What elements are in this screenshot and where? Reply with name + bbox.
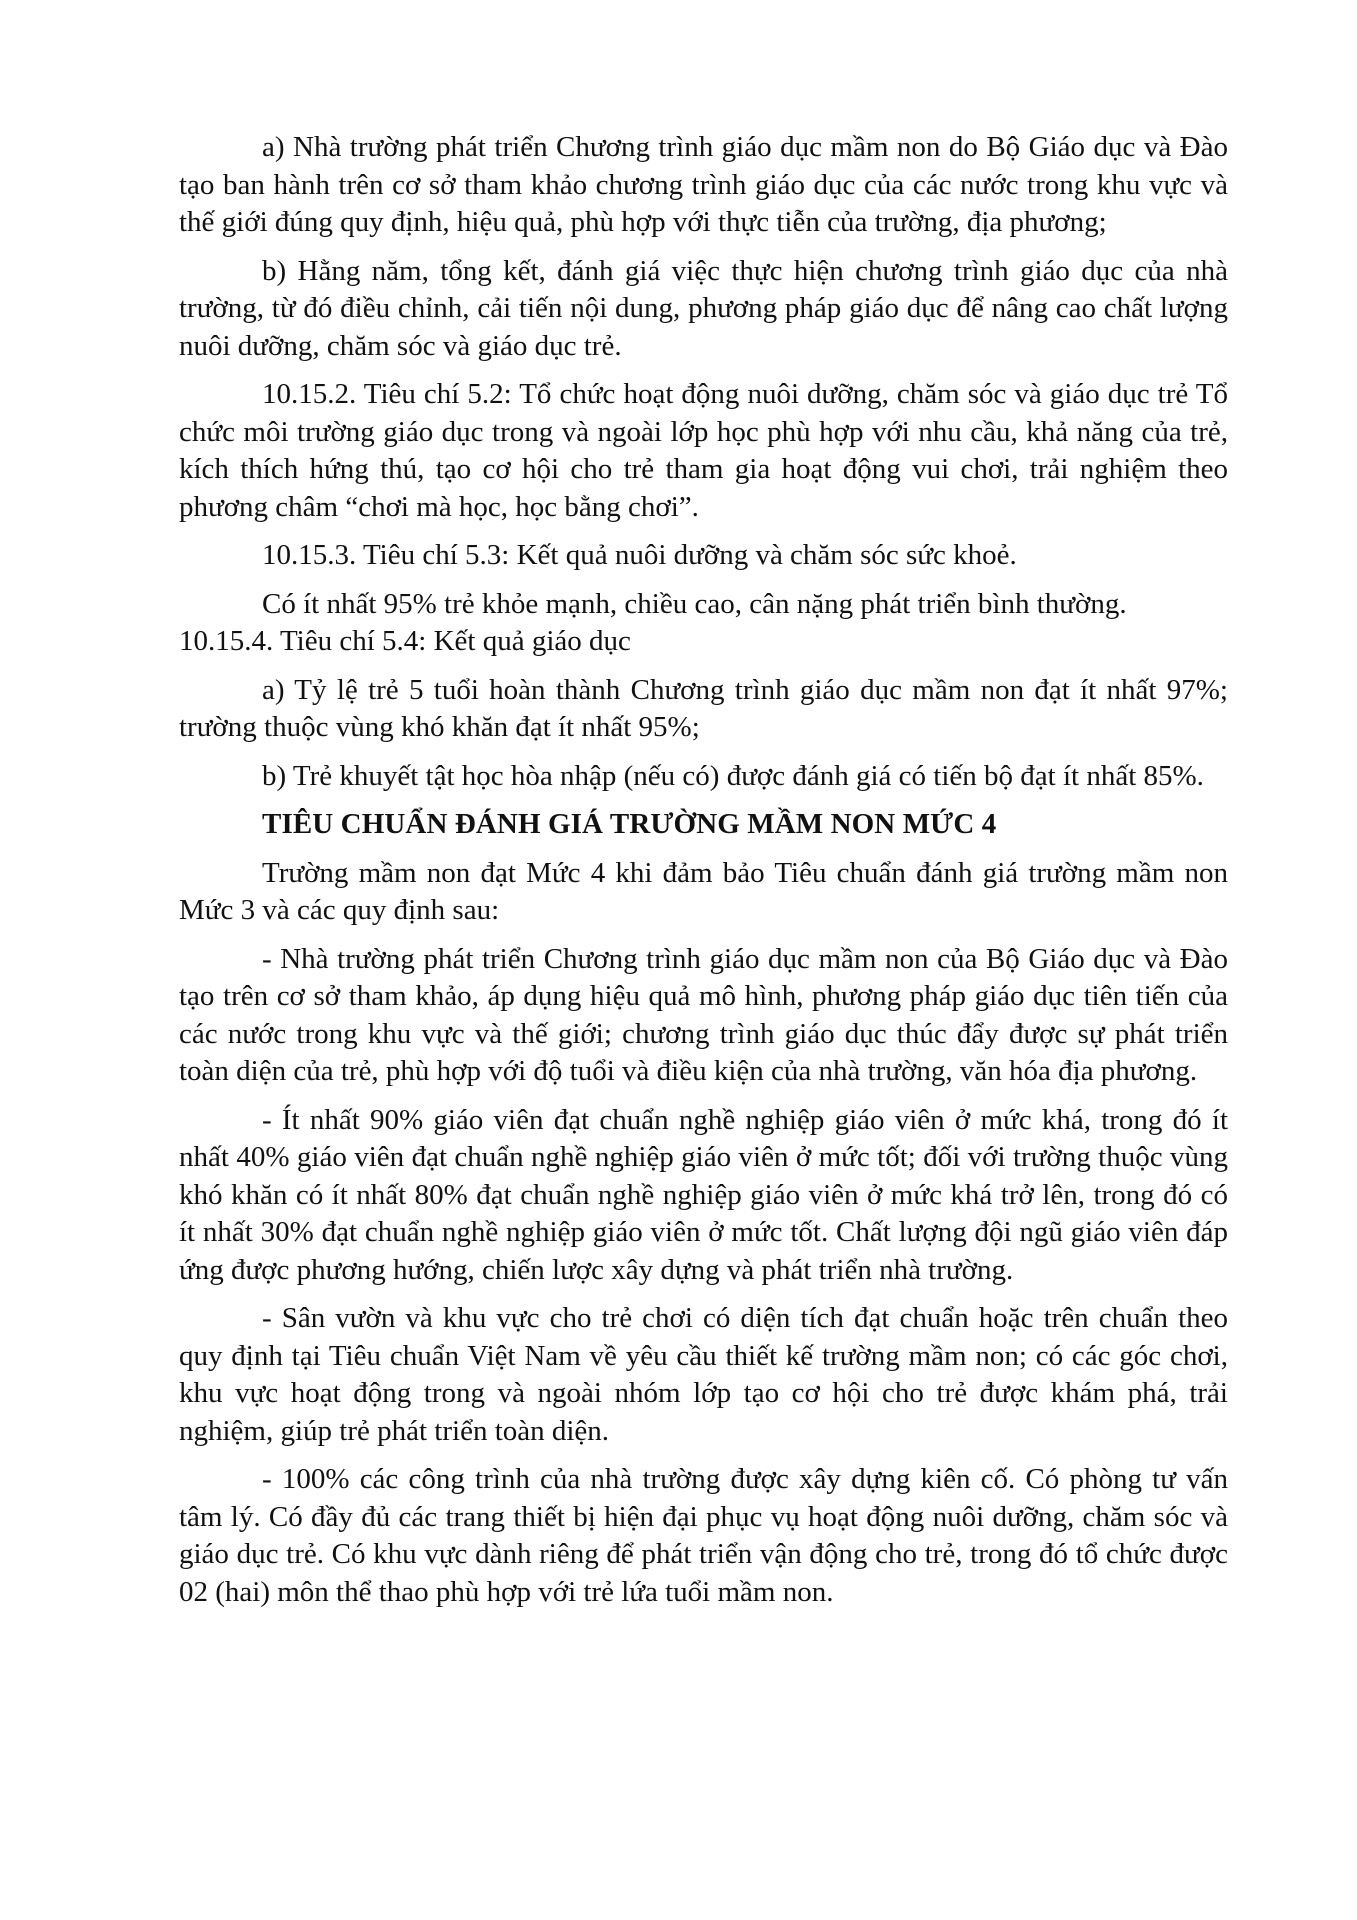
paragraph-criterion-5-3: 10.15.3. Tiêu chí 5.3: Kết quả nuôi dưỡng và chăm sóc sức khoẻ. <box>262 539 1017 571</box>
paragraph-criterion-5-4: 10.15.4. Tiêu chí 5.4: Kết quả giáo dục <box>179 625 631 657</box>
paragraph-health-results: Có ít nhất 95% trẻ khỏe mạnh, chiều cao, cân nặng phát triển bình thường. <box>262 587 1127 620</box>
paragraph-criterion-5-4-b: b) Trẻ khuyết tật học hòa nhập (nếu có) được đánh giá có tiến bộ đạt ít nhất 85%. <box>262 759 1204 792</box>
paragraph-criterion-5-2: 10.15.2. Tiêu chí 5.2: Tổ chức hoạt động nuôi dưỡng, chăm sóc và giáo dục trẻ Tổ chức môi trường giáo dục trong và ngoài lớp học phù hợp với nhu cầu, khả năng của trẻ, kích thích hứng thú, tạo cơ hội cho trẻ tham gia hoạt động vui chơi, trải nghiệm theo phương châm “chơi mà học, học bằng chơi”. <box>179 378 1228 523</box>
section-heading-level-4: TIÊU CHUẨN ĐÁNH GIÁ TRƯỜNG MẦM NON MỨC 4 <box>262 808 997 840</box>
paragraph-criterion-5-4-a: a) Tỷ lệ trẻ 5 tuổi hoàn thành Chương trình giáo dục mầm non đạt ít nhất 97%; trường thuộc vùng khó khăn đạt ít nhất 95%; <box>179 673 1228 743</box>
paragraph-level-4-curriculum: - Nhà trường phát triển Chương trình giáo dục mầm non của Bộ Giáo dục và Đào tạo trên cơ sở tham khảo, áp dụng hiệu quả mô hình, phương pháp giáo dục tiên tiến của các nước trong khu vực và thế giới; chương trình giáo dục thúc đẩy được sự phát triển toàn diện của trẻ, phù hợp với độ tuổi và điều kiện của nhà trường, văn hóa địa phương. <box>179 942 1228 1087</box>
paragraph-criterion-5-1-b: b) Hằng năm, tổng kết, đánh giá việc thực hiện chương trình giáo dục của nhà trường, từ đó điều chỉnh, cải tiến nội dung, phương pháp giáo dục để nâng cao chất lượng nuôi dưỡng, chăm sóc và giáo dục trẻ. <box>179 254 1228 362</box>
paragraph-criterion-5-1-a: a) Nhà trường phát triển Chương trình giáo dục mầm non do Bộ Giáo dục và Đào tạo ban hành trên cơ sở tham khảo chương trình giáo dục của các nước trong khu vực và thế giới đúng quy định, hiệu quả, phù hợp với thực tiễn của trường, địa phương; <box>179 131 1228 238</box>
paragraph-level-4-teachers: - Ít nhất 90% giáo viên đạt chuẩn nghề nghiệp giáo viên ở mức khá, trong đó ít nhất 40% giáo viên đạt chuẩn nghề nghiệp giáo viên ở mức tốt; đối với trường thuộc vùng khó khăn có ít nhất 80% đạt chuẩn nghề nghiệp giáo viên ở mức khá trở lên, trong đó có ít nhất 30% đạt chuẩn nghề nghiệp giáo viên ở mức tốt. Chất lượng đội ngũ giáo viên đáp ứng được phương hướng, chiến lược xây dựng và phát triển nhà trường. <box>179 1103 1228 1286</box>
paragraph-level-4-playground: - Sân vườn và khu vực cho trẻ chơi có diện tích đạt chuẩn hoặc trên chuẩn theo quy định tại Tiêu chuẩn Việt Nam về yêu cầu thiết kế trường mầm non; có các góc chơi, khu vực hoạt động trong và ngoài nhóm lớp tạo cơ hội cho trẻ được khám phá, trải nghiệm, giúp trẻ phát triển toàn diện. <box>179 1302 1228 1447</box>
paragraph-level-4-intro: Trường mầm non đạt Mức 4 khi đảm bảo Tiêu chuẩn đánh giá trường mầm non Mức 3 và các quy định sau: <box>179 856 1228 926</box>
paragraph-level-4-facilities: - 100% các công trình của nhà trường được xây dựng kiên cố. Có phòng tư vấn tâm lý. Có đầy đủ các trang thiết bị hiện đại phục vụ hoạt động nuôi dưỡng, chăm sóc và giáo dục trẻ. Có khu vực dành riêng để phát triển vận động cho trẻ, trong đó tổ chức được 02 (hai) môn thể thao phù hợp với trẻ lứa tuổi mầm non. <box>179 1463 1228 1608</box>
